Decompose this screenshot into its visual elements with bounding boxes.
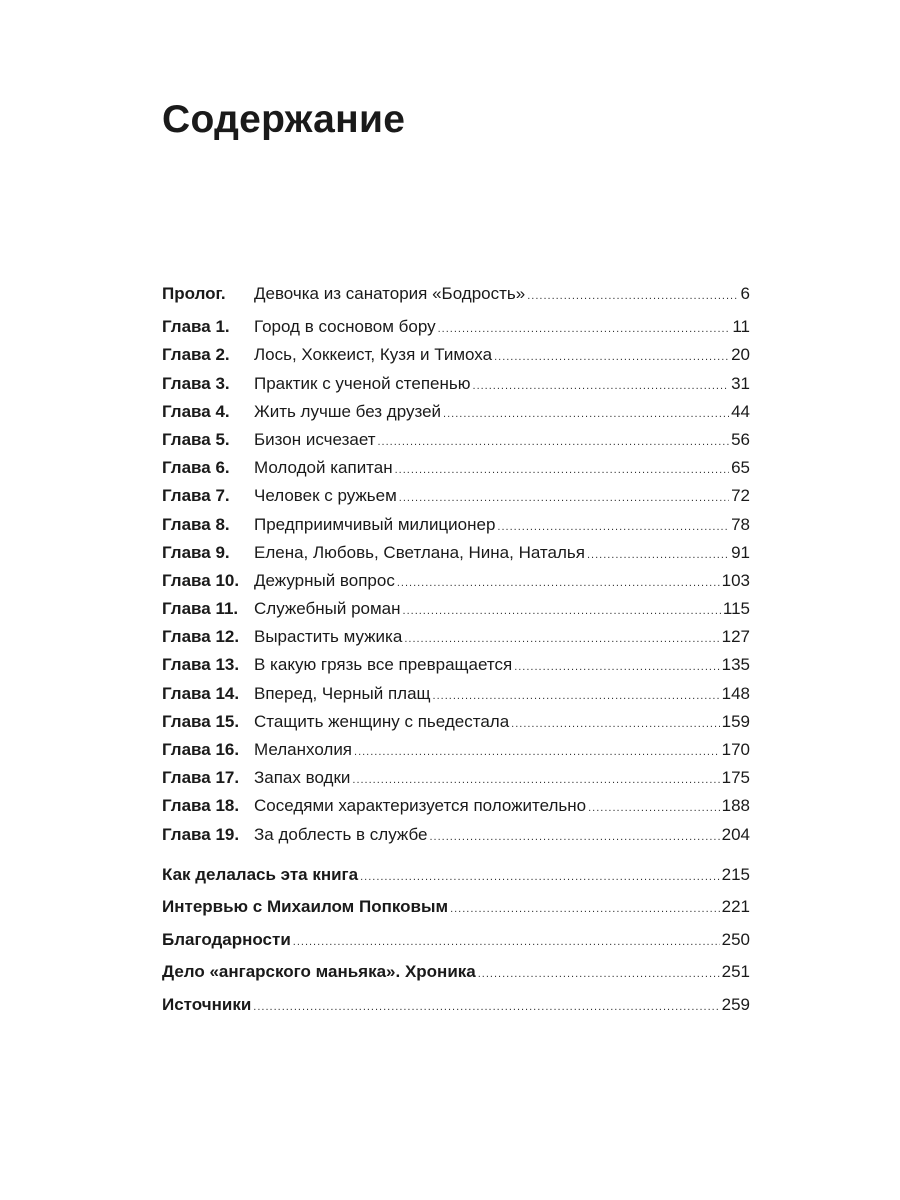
- entry-page-number: 20: [731, 345, 750, 365]
- entry-label: Глава 4.: [162, 401, 230, 421]
- entry-title: Запах водки: [254, 768, 351, 788]
- entry-title: В какую грязь все превращается: [254, 655, 513, 675]
- toc-entry-chapter-15[interactable]: [162, 708, 750, 736]
- entry-page-number: 259: [721, 994, 750, 1014]
- dot-leader: [438, 315, 731, 343]
- toc-entry-chapter-16[interactable]: [162, 736, 750, 764]
- toc-entry-chapter-11[interactable]: [162, 595, 750, 623]
- entry-label: Глава 12.: [162, 627, 240, 647]
- entry-page-number: 159: [721, 711, 750, 731]
- entry-label: Глава 6.: [162, 458, 230, 478]
- toc-entry-chapter-18[interactable]: [162, 792, 750, 820]
- dot-leader: [433, 682, 720, 710]
- dot-leader: [527, 282, 738, 310]
- entry-label: Глава 18.: [162, 796, 240, 816]
- entry-label: Глава 10.: [162, 570, 240, 590]
- entry-page-number: 188: [721, 796, 750, 816]
- dot-leader: [397, 569, 720, 597]
- toc-entry-making-of[interactable]: [162, 859, 750, 892]
- entry-label: Глава 2.: [162, 345, 230, 365]
- entry-label: Глава 17.: [162, 768, 240, 788]
- toc-entry-chapter-4[interactable]: [162, 398, 750, 426]
- entry-title: Лось, Хоккеист, Кузя и Тимоха: [254, 345, 493, 365]
- entry-label: Глава 16.: [162, 740, 240, 759]
- toc-entry-chapter-1[interactable]: [162, 313, 750, 341]
- toc-entry-chapter-7[interactable]: [162, 482, 750, 510]
- entry-page-number: 175: [721, 768, 750, 788]
- entry-title: Дежурный вопрос: [254, 570, 395, 590]
- dot-leader: [404, 625, 719, 653]
- entry-page-number: 11: [732, 317, 750, 337]
- dot-leader: [429, 823, 719, 851]
- entry-page-number: 31: [731, 373, 750, 393]
- entry-page-number: 215: [721, 864, 750, 884]
- entry-title: Елена, Любовь, Светлана, Нина, Наталья: [254, 542, 585, 562]
- page-title: Содержание: [162, 98, 406, 141]
- entry-page-number: 6: [740, 284, 750, 303]
- entry-page-number: 127: [721, 627, 750, 647]
- toc-entry-chapter-6[interactable]: [162, 454, 750, 482]
- toc-entry-chapter-3[interactable]: [162, 370, 750, 398]
- entry-page-number: 65: [731, 458, 750, 478]
- entry-title: Благодарности: [162, 929, 291, 949]
- entry-title: Город в сосновом бору: [254, 317, 436, 337]
- entry-title: Источники: [162, 994, 252, 1014]
- dot-leader: [588, 794, 720, 822]
- dot-leader: [511, 710, 719, 738]
- toc-entry-chapter-13[interactable]: [162, 651, 750, 679]
- dot-leader: [450, 893, 720, 926]
- dot-leader: [497, 513, 729, 541]
- entry-label: Глава 19.: [162, 824, 240, 844]
- dot-leader: [478, 958, 720, 991]
- toc-entry-acknowledgements[interactable]: [162, 924, 750, 957]
- entry-title: Служебный роман: [254, 599, 401, 619]
- entry-page-number: 115: [722, 599, 750, 619]
- dot-leader: [352, 766, 719, 794]
- entry-title: Молодой капитан: [254, 458, 393, 478]
- table-of-contents: [162, 280, 750, 1021]
- entry-page-number: 44: [731, 401, 750, 421]
- toc-entry-chapter-19[interactable]: [162, 821, 750, 849]
- entry-title: Дело «ангарского маньяка». Хроника: [162, 962, 476, 982]
- toc-entry-sources[interactable]: [162, 989, 750, 1022]
- entry-label: Глава 1.: [162, 317, 230, 337]
- entry-label: Глава 8.: [162, 514, 230, 534]
- dot-leader: [360, 861, 720, 894]
- dot-leader: [514, 653, 719, 681]
- dot-leader: [587, 541, 729, 569]
- entry-title: Вперед, Черный плащ: [254, 683, 431, 703]
- dot-leader: [403, 597, 721, 625]
- entry-page-number: 204: [721, 824, 750, 844]
- entry-title: Интервью с Михаилом Попковым: [162, 897, 449, 917]
- entry-title: Вырастить мужика: [254, 627, 403, 647]
- entry-page-number: 78: [731, 514, 750, 534]
- entry-page-number: 135: [721, 655, 750, 675]
- dot-leader: [293, 926, 720, 959]
- entry-title: Практик с ученой степенью: [254, 373, 471, 393]
- toc-entry-prologue[interactable]: [162, 280, 750, 308]
- toc-entry-chapter-17[interactable]: [162, 764, 750, 792]
- entry-label: Пролог.: [162, 284, 226, 303]
- entry-page-number: 103: [721, 570, 750, 590]
- entry-title: Соседями характеризуется положительно: [254, 796, 587, 816]
- entry-page-number: 170: [721, 740, 750, 759]
- entry-title: Жить лучше без друзей: [254, 401, 442, 421]
- entry-title: За доблесть в службе: [254, 824, 428, 844]
- toc-entry-chapter-10[interactable]: [162, 567, 750, 595]
- dot-leader: [399, 484, 729, 512]
- entry-title: Человек с ружьем: [254, 486, 397, 506]
- entry-page-number: 251: [721, 962, 750, 982]
- dot-leader: [494, 343, 729, 371]
- entry-label: Глава 15.: [162, 711, 240, 731]
- entry-title: Предприимчивый милиционер: [254, 514, 496, 534]
- entry-label: Глава 7.: [162, 486, 230, 506]
- entry-page-number: 221: [721, 897, 750, 917]
- entry-title: Стащить женщину с пьедестала: [254, 711, 510, 731]
- toc-entry-chapter-2[interactable]: [162, 341, 750, 369]
- entry-label: Глава 9.: [162, 542, 230, 562]
- toc-entry-chapter-14[interactable]: [162, 680, 750, 708]
- dot-leader: [395, 456, 729, 484]
- entry-label: Глава 14.: [162, 683, 240, 703]
- entry-title: Бизон исчезает: [254, 429, 376, 449]
- dot-leader: [354, 738, 720, 766]
- dot-leader: [378, 428, 730, 456]
- entry-label: Глава 5.: [162, 429, 230, 449]
- toc-entry-chapter-8[interactable]: [162, 511, 750, 539]
- entry-title: Как делалась эта книга: [162, 864, 359, 884]
- entry-label: Глава 13.: [162, 655, 240, 675]
- entry-page-number: 72: [731, 486, 750, 506]
- toc-entry-chapter-12[interactable]: [162, 623, 750, 651]
- entry-label: Глава 11.: [162, 599, 239, 619]
- entry-page-number: 148: [721, 683, 750, 703]
- entry-page-number: 250: [721, 929, 750, 949]
- dot-leader: [253, 991, 719, 1024]
- entry-label: Глава 3.: [162, 373, 230, 393]
- entry-page-number: 91: [731, 542, 750, 562]
- toc-entry-chronicle[interactable]: [162, 956, 750, 989]
- toc-entry-chapter-9[interactable]: [162, 539, 750, 567]
- toc-entry-interview[interactable]: [162, 891, 750, 924]
- entry-page-number: 56: [731, 429, 750, 449]
- dot-leader: [473, 372, 730, 400]
- entry-title: Меланхолия: [254, 740, 353, 759]
- entry-title: Девочка из санатория «Бодрость»: [254, 284, 526, 303]
- toc-entry-chapter-5[interactable]: [162, 426, 750, 454]
- dot-leader: [443, 400, 729, 428]
